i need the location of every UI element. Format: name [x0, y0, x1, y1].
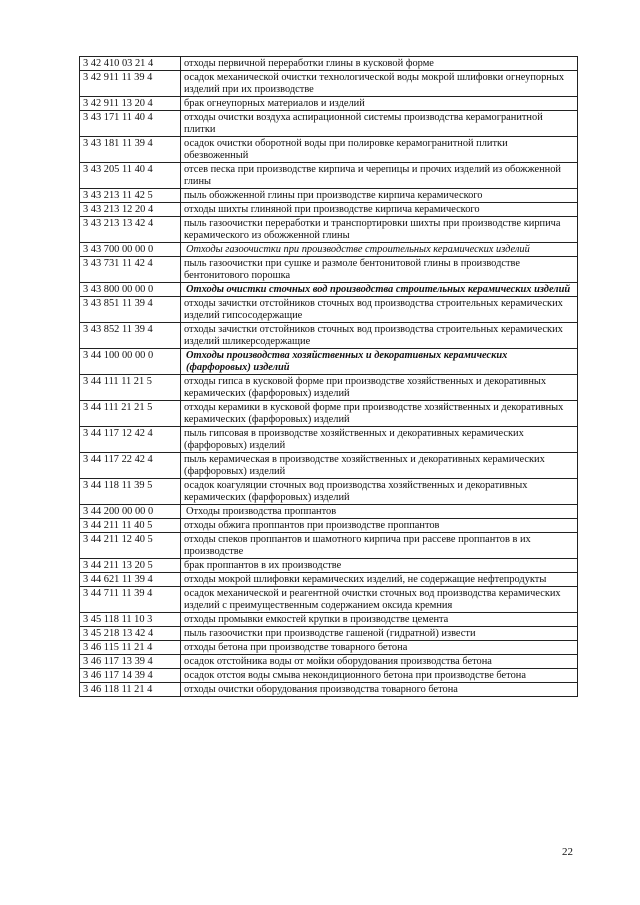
waste-code-cell: 3 44 621 11 39 4 — [80, 573, 181, 587]
waste-catalog-body — [80, 57, 578, 697]
waste-description-cell: отходы спеков проппантов и шамотного кирпича при рассеве проппантов в их производстве — [181, 533, 578, 559]
waste-code-cell: 3 44 211 12 40 5 — [80, 533, 181, 559]
table-row — [80, 203, 578, 217]
waste-description-cell: отходы очистки оборудования производства товарного бетона — [181, 683, 578, 697]
table-row — [80, 189, 578, 203]
table-row — [80, 683, 578, 697]
waste-description-cell: брак проппантов в их производстве — [181, 559, 578, 573]
waste-code-cell: 3 44 111 11 21 5 — [80, 375, 181, 401]
waste-code-cell: 3 42 911 13 20 4 — [80, 97, 181, 111]
waste-description-cell: осадок коагуляции сточных вод производства хозяйственных и декоративных керамических (фарфоровых) изделий — [181, 479, 578, 505]
table-row — [80, 111, 578, 137]
waste-description-cell: брак огнеупорных материалов и изделий — [181, 97, 578, 111]
table-row — [80, 57, 578, 71]
waste-description-cell: осадок очистки оборотной воды при полировке керамогранитной плитки обезвоженный — [181, 137, 578, 163]
waste-code-cell: 3 44 211 13 20 5 — [80, 559, 181, 573]
waste-description-cell: пыль керамическая в производстве хозяйственных и декоративных керамических (фарфоровых) изделий — [181, 453, 578, 479]
waste-description-cell: отсев песка при производстве кирпича и черепицы и прочих изделий из обожженной глины — [181, 163, 578, 189]
waste-code-cell: 3 46 117 13 39 4 — [80, 655, 181, 669]
table-row — [80, 655, 578, 669]
table-group-row — [80, 505, 578, 519]
waste-code-cell: 3 45 118 11 10 3 — [80, 613, 181, 627]
waste-description-cell: пыль газоочистки при производстве гашеной (гидратной) извести — [181, 627, 578, 641]
waste-code-cell: 3 43 171 11 40 4 — [80, 111, 181, 137]
waste-code-cell: 3 44 118 11 39 5 — [80, 479, 181, 505]
table-row — [80, 297, 578, 323]
waste-code-cell: 3 43 800 00 00 0 — [80, 283, 181, 297]
table-row — [80, 257, 578, 283]
table-row — [80, 613, 578, 627]
waste-description-cell: Отходы очистки сточных вод производства строительных керамических изделий — [181, 283, 578, 297]
waste-code-cell: 3 42 410 03 21 4 — [80, 57, 181, 71]
waste-description-cell: отходы первичной переработки глины в кусковой форме — [181, 57, 578, 71]
table-row — [80, 427, 578, 453]
table-row — [80, 217, 578, 243]
waste-description-cell: осадок отстойника воды от мойки оборудования производства бетона — [181, 655, 578, 669]
waste-code-cell: 3 46 115 11 21 4 — [80, 641, 181, 655]
waste-description-cell: Отходы производства хозяйственных и декоративных керамических (фарфоровых) изделий — [181, 349, 578, 375]
waste-description-cell: осадок механической очистки технологической воды мокрой шлифовки огнеупорных изделий при их производстве — [181, 71, 578, 97]
waste-description-cell: осадок отстоя воды смыва некондиционного бетона при производстве бетона — [181, 669, 578, 683]
waste-description-cell: отходы бетона при производстве товарного бетона — [181, 641, 578, 655]
table-row — [80, 519, 578, 533]
table-row — [80, 97, 578, 111]
table-row — [80, 163, 578, 189]
waste-catalog-table — [79, 56, 578, 697]
waste-code-cell: 3 43 852 11 39 4 — [80, 323, 181, 349]
waste-code-cell: 3 46 118 11 21 4 — [80, 683, 181, 697]
table-row — [80, 587, 578, 613]
table-row — [80, 401, 578, 427]
waste-code-cell: 3 43 851 11 39 4 — [80, 297, 181, 323]
waste-code-cell: 3 44 100 00 00 0 — [80, 349, 181, 375]
table-row — [80, 375, 578, 401]
waste-code-cell: 3 44 211 11 40 5 — [80, 519, 181, 533]
table-row — [80, 669, 578, 683]
table-group-row — [80, 283, 578, 297]
waste-description-cell: Отходы производства проппантов — [181, 505, 578, 519]
waste-description-cell: отходы промывки емкостей крупки в производстве цемента — [181, 613, 578, 627]
table-row — [80, 627, 578, 641]
waste-code-cell: 3 43 213 13 42 4 — [80, 217, 181, 243]
waste-code-cell: 3 43 181 11 39 4 — [80, 137, 181, 163]
table-row — [80, 71, 578, 97]
waste-code-cell: 3 44 200 00 00 0 — [80, 505, 181, 519]
waste-code-cell: 3 43 213 11 42 5 — [80, 189, 181, 203]
table-row — [80, 573, 578, 587]
waste-description-cell: отходы зачистки отстойников сточных вод производства строительных керамических изделий гипсосодержащие — [181, 297, 578, 323]
waste-description-cell: Отходы газоочистки при производстве строительных керамических изделий — [181, 243, 578, 257]
table-row — [80, 137, 578, 163]
table-row — [80, 641, 578, 655]
waste-code-cell: 3 44 711 11 39 4 — [80, 587, 181, 613]
waste-description-cell: отходы шихты глиняной при производстве кирпича керамического — [181, 203, 578, 217]
waste-description-cell: отходы мокрой шлифовки керамических изделий, не содержащие нефтепродукты — [181, 573, 578, 587]
waste-code-cell: 3 45 218 13 42 4 — [80, 627, 181, 641]
waste-code-cell: 3 42 911 11 39 4 — [80, 71, 181, 97]
waste-code-cell: 3 44 117 22 42 4 — [80, 453, 181, 479]
table-row — [80, 559, 578, 573]
waste-description-cell: пыль газоочистки переработки и транспортировки шихты при производстве кирпича керамического из обожженной глины — [181, 217, 578, 243]
waste-description-cell: пыль газоочистки при сушке и размоле бентонитовой глины в производстве бентонитового порошка — [181, 257, 578, 283]
table-row — [80, 533, 578, 559]
waste-description-cell: отходы керамики в кусковой форме при производстве хозяйственных и декоративных керамических (фарфоровых) изделий — [181, 401, 578, 427]
waste-code-cell: 3 43 700 00 00 0 — [80, 243, 181, 257]
waste-code-cell: 3 46 117 14 39 4 — [80, 669, 181, 683]
waste-description-cell: осадок механической и реагентной очистки сточных вод производства керамических изделий с преимущественным содержанием оксида кремния — [181, 587, 578, 613]
waste-description-cell: пыль гипсовая в производстве хозяйственных и декоративных керамических (фарфоровых) изделий — [181, 427, 578, 453]
table-row — [80, 323, 578, 349]
waste-description-cell: отходы очистки воздуха аспирационной системы производства керамогранитной плитки — [181, 111, 578, 137]
table-group-row — [80, 243, 578, 257]
waste-code-cell: 3 43 213 12 20 4 — [80, 203, 181, 217]
table-row — [80, 479, 578, 505]
waste-code-cell: 3 44 117 12 42 4 — [80, 427, 181, 453]
waste-description-cell: отходы гипса в кусковой форме при производстве хозяйственных и декоративных керамических (фарфоровых) изделий — [181, 375, 578, 401]
page-number: 22 — [562, 846, 573, 858]
waste-code-cell: 3 44 111 21 21 5 — [80, 401, 181, 427]
table-row — [80, 453, 578, 479]
waste-description-cell: отходы зачистки отстойников сточных вод производства строительных керамических изделий шликерсодержащие — [181, 323, 578, 349]
table-group-row — [80, 349, 578, 375]
waste-description-cell: пыль обожженной глины при производстве кирпича керамического — [181, 189, 578, 203]
waste-code-cell: 3 43 731 11 42 4 — [80, 257, 181, 283]
waste-description-cell: отходы обжига проппантов при производстве проппантов — [181, 519, 578, 533]
waste-code-cell: 3 43 205 11 40 4 — [80, 163, 181, 189]
